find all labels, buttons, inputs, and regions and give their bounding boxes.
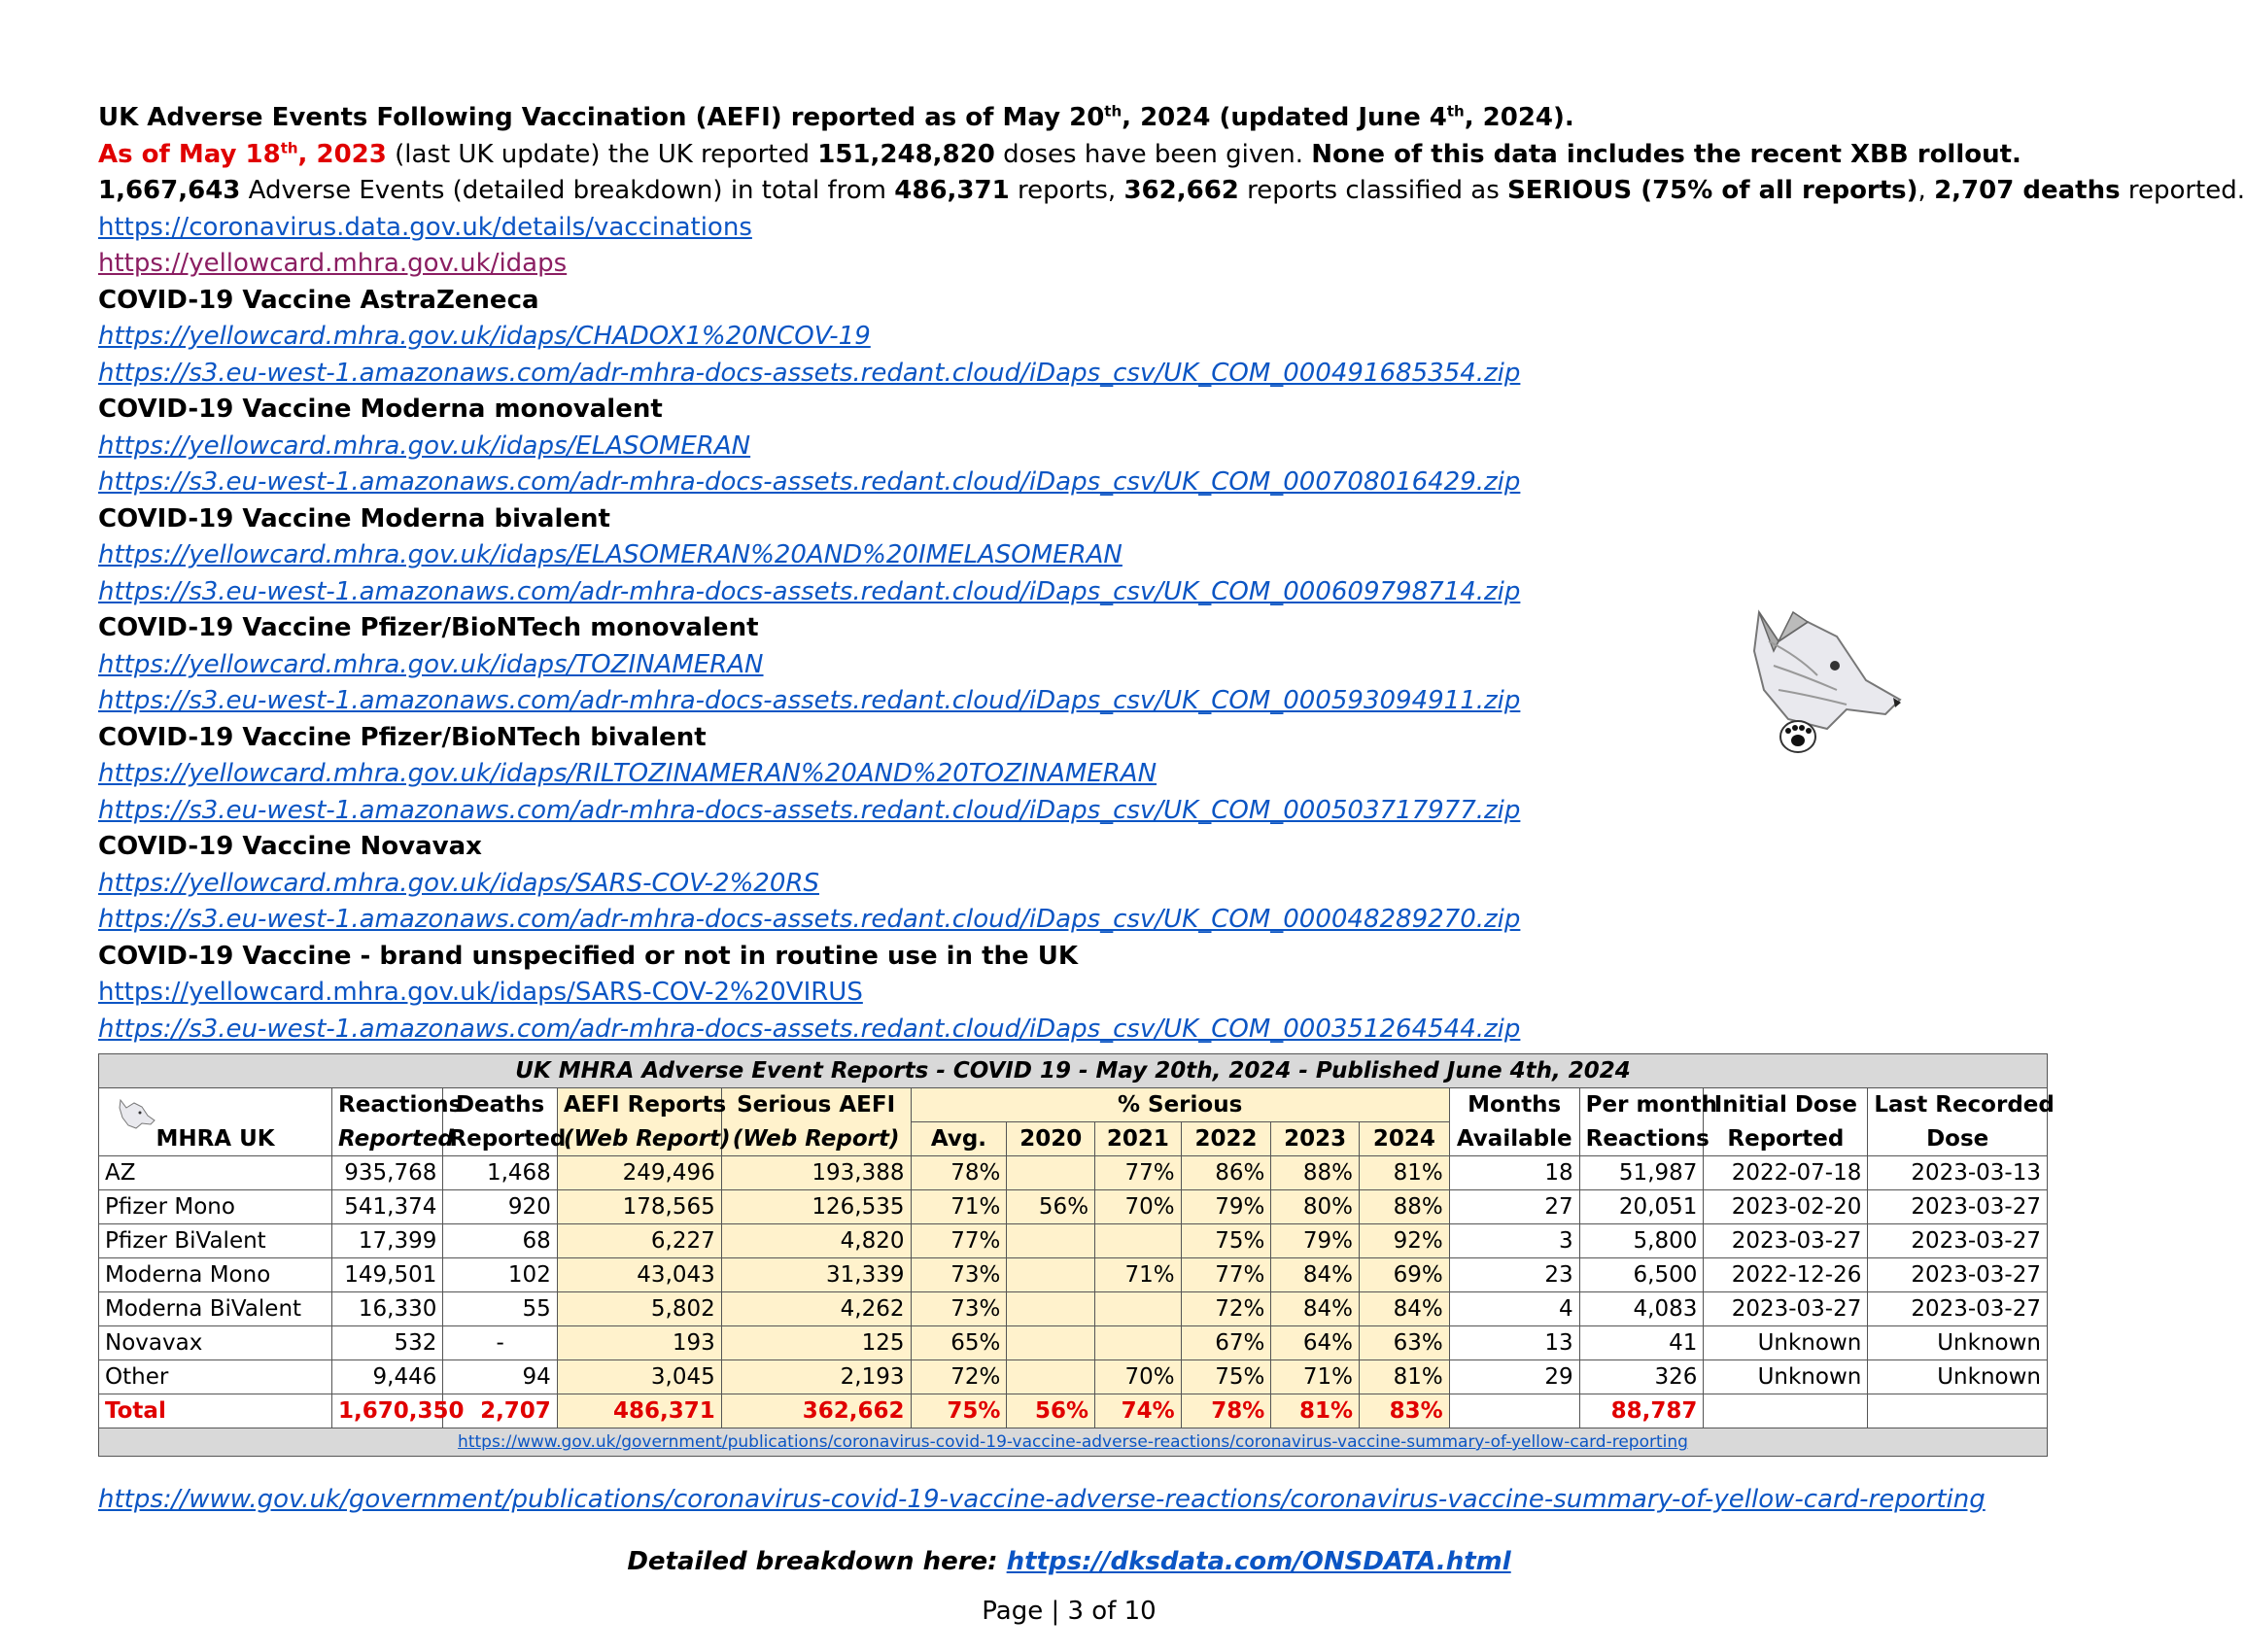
- cell-y2022: 67%: [1181, 1326, 1271, 1360]
- vaccine-csv-link[interactable]: https://s3.eu-west-1.amazonaws.com/adr-mhra-docs-assets.redant.cloud/iDaps_csv/UK_COM_000503717977.zip: [98, 795, 1521, 825]
- cell-y2020: [1007, 1224, 1095, 1258]
- header-months-sub: Available: [1449, 1122, 1579, 1156]
- cell-y2020: [1007, 1156, 1095, 1190]
- cell-serious: 126,535: [721, 1190, 911, 1224]
- cell-avg: 71%: [911, 1190, 1007, 1224]
- table-footer: [99, 1428, 2048, 1457]
- table-title: UK MHRA Adverse Event Reports - COVID 19 - May 20th, 2024 - Published June 4th, 2024: [99, 1054, 2048, 1088]
- cell-deaths: 920: [443, 1190, 557, 1224]
- cell-aefi: 3,045: [557, 1360, 721, 1394]
- cell-months: 27: [1449, 1190, 1579, 1224]
- cell-name: Novavax: [99, 1326, 332, 1360]
- header-avg: Avg.: [911, 1122, 1007, 1156]
- cell-y2024: 69%: [1360, 1258, 1450, 1292]
- cell-initial: 2023-03-27: [1704, 1224, 1868, 1258]
- cell-reactions: 532: [332, 1326, 443, 1360]
- header-mhra: MHRA UK: [99, 1088, 332, 1156]
- cell-last: 2023-03-27: [1868, 1224, 2048, 1258]
- cell-name: Pfizer Mono: [99, 1190, 332, 1224]
- cell-aefi: 249,496: [557, 1156, 721, 1190]
- cell-permonth: 51,987: [1579, 1156, 1704, 1190]
- vaccine-csv-link[interactable]: https://s3.eu-west-1.amazonaws.com/adr-mhra-docs-assets.redant.cloud/iDaps_csv/UK_COM_000593094911.zip: [98, 686, 1521, 715]
- cell-deaths: 94: [443, 1360, 557, 1394]
- cell-deaths: 68: [443, 1224, 557, 1258]
- header-reactions-sub: Reported: [332, 1122, 443, 1156]
- vaccine-csv-link[interactable]: https://s3.eu-west-1.amazonaws.com/adr-mhra-docs-assets.redant.cloud/iDaps_csv/UK_COM_000708016429.zip: [98, 467, 1521, 497]
- cell-y2023: 84%: [1271, 1292, 1360, 1326]
- cell-reactions: 16,330: [332, 1292, 443, 1326]
- vaccine-heading: COVID-19 Vaccine Moderna monovalent: [98, 395, 663, 424]
- cell-y2021: [1095, 1326, 1182, 1360]
- cell-y2021: 70%: [1095, 1190, 1182, 1224]
- cell-aefi: 43,043: [557, 1258, 721, 1292]
- cell-permonth: 4,083: [1579, 1292, 1704, 1326]
- cell-name: Moderna BiValent: [99, 1292, 332, 1326]
- vaccine-idaps-link[interactable]: https://yellowcard.mhra.gov.uk/idaps/SARS-COV-2%20RS: [98, 868, 819, 898]
- after-table-link-line: [98, 1485, 1986, 1514]
- cell-serious: 125: [721, 1326, 911, 1360]
- cell-permonth: 326: [1579, 1360, 1704, 1394]
- cell-avg: 78%: [911, 1156, 1007, 1190]
- cell-reactions: 9,446: [332, 1360, 443, 1394]
- cell-initial: Unknown: [1704, 1360, 1868, 1394]
- cell-name: Moderna Mono: [99, 1258, 332, 1292]
- cell-last: 2023-03-27: [1868, 1258, 2048, 1292]
- cell-y2020: [1007, 1360, 1095, 1394]
- cell-y2020: [1007, 1292, 1095, 1326]
- cell-y2022: 77%: [1181, 1258, 1271, 1292]
- vaccine-csv-link[interactable]: https://s3.eu-west-1.amazonaws.com/adr-mhra-docs-assets.redant.cloud/iDaps_csv/UK_COM_000609798714.zip: [98, 576, 1521, 606]
- cell-avg: 77%: [911, 1224, 1007, 1258]
- table-row: [99, 1224, 2048, 1258]
- cell-serious: 4,262: [721, 1292, 911, 1326]
- vaccine-heading: COVID-19 Vaccine Moderna bivalent: [98, 503, 610, 533]
- vaccine-heading: COVID-19 Vaccine Pfizer/BioNTech bivalent: [98, 722, 707, 752]
- cell-avg: 73%: [911, 1258, 1007, 1292]
- cell-name: Other: [99, 1360, 332, 1394]
- cell-reactions: 17,399: [332, 1224, 443, 1258]
- header-months: Months: [1449, 1088, 1579, 1122]
- cell-last: 2023-03-27: [1868, 1292, 2048, 1326]
- header-2021: 2021: [1095, 1122, 1182, 1156]
- vaccine-csv-link[interactable]: https://s3.eu-west-1.amazonaws.com/adr-mhra-docs-assets.redant.cloud/iDaps_csv/UK_COM_000351264544.zip: [98, 1014, 1521, 1044]
- cell-y2023: 88%: [1271, 1156, 1360, 1190]
- header-2024: 2024: [1360, 1122, 1450, 1156]
- yellow-card-summary-link[interactable]: https://www.gov.uk/government/publications/coronavirus-covid-19-vaccine-adverse-reactions/coronavirus-vaccine-summary-of-yellow-card-reporting: [458, 1432, 1688, 1452]
- cell-y2020: 56%: [1007, 1190, 1095, 1224]
- cell-serious: 4,820: [721, 1224, 911, 1258]
- intro-line-3: 1,667,643 Adverse Events (detailed breakdown) in total from 486,371 reports, 362,662 reports classified as SERIOUS (75% of all reports), 2,707 deaths reported.: [98, 176, 2245, 205]
- cell-serious: 31,339: [721, 1258, 911, 1292]
- header-permonth-sub: Reactions: [1579, 1122, 1704, 1156]
- cell-initial: 2022-07-18: [1704, 1156, 1868, 1190]
- wolf-head-logo-icon: [1720, 583, 1905, 768]
- cell-months: 18: [1449, 1156, 1579, 1190]
- cell-reactions: 149,501: [332, 1258, 443, 1292]
- cell-aefi: 178,565: [557, 1190, 721, 1224]
- cell-name: AZ: [99, 1156, 332, 1190]
- table-row: [99, 1292, 2048, 1326]
- header-initial-sub: Reported: [1704, 1122, 1868, 1156]
- header-deaths-sub: Reported: [443, 1122, 557, 1156]
- vaccine-csv-link[interactable]: https://s3.eu-west-1.amazonaws.com/adr-mhra-docs-assets.redant.cloud/iDaps_csv/UK_COM_000491685354.zip: [98, 358, 1521, 388]
- cell-months: 13: [1449, 1326, 1579, 1360]
- table-row: [99, 1190, 2048, 1224]
- breakdown-line: Detailed breakdown here: https://dksdata.com/ONSDATA.html: [627, 1547, 1511, 1576]
- cell-y2024: 63%: [1360, 1326, 1450, 1360]
- cell-reactions: 541,374: [332, 1190, 443, 1224]
- cell-deaths: 102: [443, 1258, 557, 1292]
- cell-initial: 2023-03-27: [1704, 1292, 1868, 1326]
- cell-last: 2023-03-13: [1868, 1156, 2048, 1190]
- cell-y2023: 80%: [1271, 1190, 1360, 1224]
- page-number: Page | 3 of 10: [982, 1597, 1157, 1626]
- cell-initial: 2022-12-26: [1704, 1258, 1868, 1292]
- header-2023: 2023: [1271, 1122, 1360, 1156]
- intro-line-2: As of May 18th, 2023 (last UK update) the UK reported 151,248,820 doses have been given. None of this data includes the recent XBB rollout.: [98, 138, 2021, 169]
- cell-y2020: [1007, 1326, 1095, 1360]
- vaccine-csv-link[interactable]: https://s3.eu-west-1.amazonaws.com/adr-mhra-docs-assets.redant.cloud/iDaps_csv/UK_COM_000048289270.zip: [98, 905, 1521, 934]
- cell-permonth: 20,051: [1579, 1190, 1704, 1224]
- cell-reactions: 935,768: [332, 1156, 443, 1190]
- header-last-sub: Dose: [1868, 1122, 2048, 1156]
- header-reactions: Reactions: [332, 1088, 443, 1122]
- cell-y2021: 77%: [1095, 1156, 1182, 1190]
- yellow-card-summary-link-large[interactable]: https://www.gov.uk/government/publications/coronavirus-covid-19-vaccine-adverse-reactions/coronavirus-vaccine-summary-of-yellow-card-reporting: [98, 1485, 1986, 1514]
- header-2020: 2020: [1007, 1122, 1095, 1156]
- vaccine-heading: COVID-19 Vaccine - brand unspecified or not in routine use in the UK: [98, 941, 1078, 971]
- vaccine-idaps-link[interactable]: https://yellowcard.mhra.gov.uk/idaps/SARS-COV-2%20VIRUS: [98, 978, 863, 1007]
- cell-y2023: 79%: [1271, 1224, 1360, 1258]
- vaccinations-link[interactable]: https://coronavirus.data.gov.uk/details/vaccinations: [98, 212, 752, 242]
- cell-y2022: 72%: [1181, 1292, 1271, 1326]
- cell-last: Unknown: [1868, 1326, 2048, 1360]
- cell-aefi: 193: [557, 1326, 721, 1360]
- cell-avg: 65%: [911, 1326, 1007, 1360]
- cell-y2024: 84%: [1360, 1292, 1450, 1326]
- cell-y2021: 71%: [1095, 1258, 1182, 1292]
- vaccine-idaps-link[interactable]: https://yellowcard.mhra.gov.uk/idaps/RILTOZINAMERAN%20AND%20TOZINAMERAN: [98, 759, 1157, 788]
- vaccine-heading: COVID-19 Vaccine Pfizer/BioNTech monovalent: [98, 613, 759, 642]
- cell-avg: 72%: [911, 1360, 1007, 1394]
- vaccine-idaps-link[interactable]: https://yellowcard.mhra.gov.uk/idaps/ELASOMERAN: [98, 430, 751, 461]
- cell-y2021: 70%: [1095, 1360, 1182, 1394]
- header-deaths: Deaths: [443, 1088, 557, 1122]
- cell-deaths: -: [443, 1326, 557, 1360]
- cell-y2023: 64%: [1271, 1326, 1360, 1360]
- cell-months: 29: [1449, 1360, 1579, 1394]
- header-serious: Serious AEFI: [721, 1088, 911, 1122]
- cell-permonth: 41: [1579, 1326, 1704, 1360]
- cell-y2023: 71%: [1271, 1360, 1360, 1394]
- cell-aefi: 5,802: [557, 1292, 721, 1326]
- wolf-head-small-icon: [115, 1094, 155, 1135]
- cell-y2022: 86%: [1181, 1156, 1271, 1190]
- cell-permonth: 5,800: [1579, 1224, 1704, 1258]
- header-aefi-sub: (Web Report): [557, 1122, 721, 1156]
- cell-months: 3: [1449, 1224, 1579, 1258]
- header-serious-sub: (Web Report): [721, 1122, 911, 1156]
- idaps-link[interactable]: https://yellowcard.mhra.gov.uk/idaps: [98, 249, 568, 278]
- cell-y2024: 92%: [1360, 1224, 1450, 1258]
- cell-last: 2023-03-27: [1868, 1190, 2048, 1224]
- vaccine-heading: COVID-19 Vaccine Novavax: [98, 832, 482, 861]
- cell-last: Unknown: [1868, 1360, 2048, 1394]
- cell-y2021: [1095, 1292, 1182, 1326]
- cell-permonth: 6,500: [1579, 1258, 1704, 1292]
- cell-initial: 2023-02-20: [1704, 1190, 1868, 1224]
- cell-months: 4: [1449, 1292, 1579, 1326]
- cell-y2021: [1095, 1224, 1182, 1258]
- vaccine-idaps-link[interactable]: https://yellowcard.mhra.gov.uk/idaps/TOZINAMERAN: [98, 649, 764, 679]
- header-permonth: Per month: [1579, 1088, 1704, 1122]
- mhra-table: [98, 1053, 2055, 1457]
- cell-months: 23: [1449, 1258, 1579, 1292]
- cell-y2023: 84%: [1271, 1258, 1360, 1292]
- header-2022: 2022: [1181, 1122, 1271, 1156]
- table-row: [99, 1258, 2048, 1292]
- intro-line-1: UK Adverse Events Following Vaccination (AEFI) reported as of May 20th, 2024 (updated June 4th, 2024).: [98, 102, 1574, 132]
- vaccine-idaps-link[interactable]: https://yellowcard.mhra.gov.uk/idaps/ELASOMERAN%20AND%20IMELASOMERAN: [98, 540, 1122, 569]
- vaccine-heading: COVID-19 Vaccine AstraZeneca: [98, 285, 539, 315]
- cell-deaths: 55: [443, 1292, 557, 1326]
- cell-serious: 2,193: [721, 1360, 911, 1394]
- cell-name: Pfizer BiValent: [99, 1224, 332, 1258]
- cell-aefi: 6,227: [557, 1224, 721, 1258]
- cell-y2022: 79%: [1181, 1190, 1271, 1224]
- cell-initial: Unknown: [1704, 1326, 1868, 1360]
- table-row: [99, 1326, 2048, 1360]
- table-row: [99, 1360, 2048, 1394]
- table-row: [99, 1156, 2048, 1190]
- document-body: [98, 100, 2245, 1048]
- cell-y2024: 81%: [1360, 1156, 1450, 1190]
- cell-y2020: [1007, 1258, 1095, 1292]
- header-aefi: AEFI Reports: [557, 1088, 721, 1122]
- header-initial: Initial Dose: [1704, 1088, 1868, 1122]
- cell-y2024: 88%: [1360, 1190, 1450, 1224]
- cell-avg: 73%: [911, 1292, 1007, 1326]
- total-row: Total 1,670,350 2,707 486,371 362,662 75% 56% 74% 78% 81% 83% 88,787: [99, 1394, 2048, 1428]
- cell-y2022: 75%: [1181, 1224, 1271, 1258]
- cell-y2022: 75%: [1181, 1360, 1271, 1394]
- cell-deaths: 1,468: [443, 1156, 557, 1190]
- cell-serious: 193,388: [721, 1156, 911, 1190]
- dksdata-link[interactable]: https://dksdata.com/ONSDATA.html: [1006, 1547, 1511, 1576]
- header-last: Last Recorded: [1868, 1088, 2048, 1122]
- vaccine-idaps-link[interactable]: https://yellowcard.mhra.gov.uk/idaps/CHADOX1%20NCOV-19: [98, 322, 871, 351]
- cell-y2024: 81%: [1360, 1360, 1450, 1394]
- header-pct-serious: % Serious: [911, 1088, 1449, 1122]
